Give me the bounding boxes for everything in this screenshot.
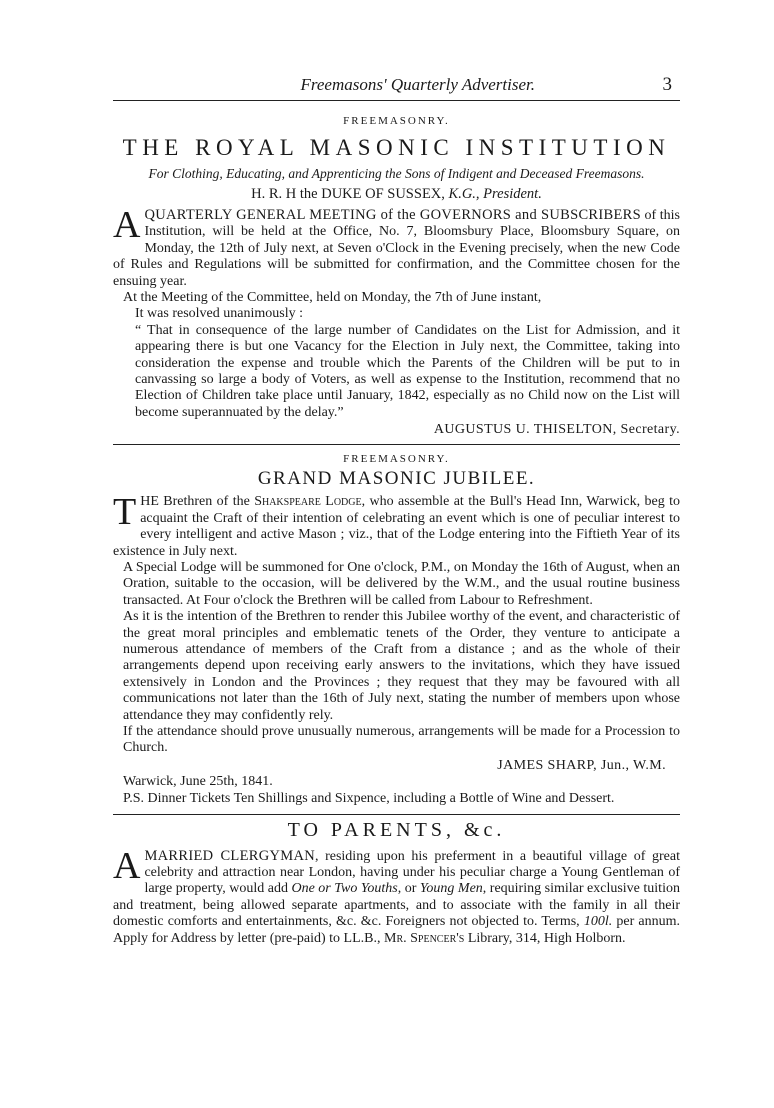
paragraph-text: Library, 314, High Holborn.: [464, 930, 626, 946]
meeting-paragraph: [113, 204, 680, 290]
to-parents-notice: [113, 819, 680, 947]
section-title: GRAND MASONIC JUBILEE.: [257, 468, 536, 490]
library-name: Mr. Spencer's: [384, 930, 465, 946]
drop-cap: T: [113, 491, 137, 534]
president-line: [113, 186, 680, 203]
newspaper-page: [113, 74, 680, 947]
place-date: Warwick, June 25th, 1841.: [123, 773, 273, 789]
section-kicker: FREEMASONRY.: [343, 115, 450, 127]
jubilee-paragraph-1: [113, 491, 680, 560]
wm-signature: JAMES SHARP, Jun., W.M.: [497, 757, 666, 773]
italic-text: One or Two Youths: [291, 881, 398, 897]
paragraph-text: , or: [397, 881, 420, 897]
page-number: 3: [662, 74, 672, 95]
postscript: P.S. Dinner Tickets Ten Shillings and Sixpence, including a Bottle of Wine and Dessert.: [123, 791, 615, 807]
italic-text: Young Men: [419, 881, 483, 897]
lodge-name: Shakspeare Lodge: [254, 494, 362, 510]
section-divider: [113, 814, 680, 815]
paragraph-text: per annum. Apply for Address by letter (pre-paid) to LL.B.,: [113, 914, 681, 946]
grand-masonic-jubilee-notice: [113, 453, 680, 807]
paragraph-text: HE Brethren of the: [140, 494, 255, 510]
resolution-quote: “ That in consequence of the large number of Candidates on the List for Admission, and it appearing there is but one Vacancy for the Election in July next, the Committee, taking into consideration the expense and trouble which the Parents of the Children will be put to in canvassing so large a body of Voters, as well as expense to the Institution, recommend that no Election of Children take place until January, 1842, especially as no Child now on the List will become superannuated by the delay.”: [135, 322, 680, 420]
lead-caps: QUARTERLY GENERAL MEETING of the GOVERNORS and SUBSCRIBERS: [144, 207, 641, 223]
running-title: Freemasons' Quarterly Advertiser.: [300, 75, 536, 94]
president-name: H. R. H the DUKE OF SUSSEX,: [251, 186, 449, 202]
terms-amount: 100l.: [583, 914, 613, 930]
committee-paragraph: At the Meeting of the Committee, held on Monday, the 7th of June instant,: [123, 290, 542, 306]
lead-caps: MARRIED CLERGYMAN: [144, 847, 315, 864]
president-role: K.G., President.: [448, 186, 542, 202]
secretary-signature: AUGUSTUS U. THISELTON, Secretary.: [433, 422, 680, 438]
section-title: TO PARENTS, &c.: [287, 818, 506, 841]
resolved-paragraph: It was resolved unanimously :: [135, 306, 303, 322]
royal-masonic-institution-notice: [113, 115, 680, 438]
drop-cap: A: [113, 844, 141, 887]
paragraph-text: , requiring similar exclusive tuition and treatment, being allowed separate apartments, and to associate with the family in all their domestic comforts and entertainments, &c. &c. Foreigners not objected to. Terms,: [113, 881, 680, 930]
section-divider: [113, 444, 680, 445]
drop-cap: A: [113, 204, 141, 246]
paragraph-text: of this Institution, will be held at the Office, No. 7, Bloomsbury Place, Bloomsbury Square, on Monday, the 12th of July next, at Seven o'Clock in the Evening precisely, when the new Code of Rules and Regulations will be submitted for confirmation, and the Committee chosen for the ensuing year.: [113, 208, 680, 289]
section-subtitle: For Clothing, Educating, and Apprenticing the Sons of Indigent and Deceased Freemasons.: [148, 166, 645, 181]
clergyman-paragraph: [113, 844, 681, 947]
jubilee-paragraph-2: A Special Lodge will be summoned for One o'clock, P.M., on Monday the 16th of August, when an Oration, suitable to the occasion, will be delivered by the W.M., and the usual routine business transacted. At Four o'clock the Brethren will be called from Labour to Refreshment.: [123, 559, 680, 608]
running-header: [113, 74, 680, 101]
section-kicker: FREEMASONRY.: [343, 453, 450, 466]
paragraph-text: , who assemble at the Bull's Head Inn, Warwick, beg to acquaint the Craft of their intention of celebrating an event which is one of peculiar interest to every intelligent and active Mason ; viz., that of the Lodge entering into the Fiftieth Year of its existence in July next.: [113, 494, 680, 559]
paragraph-text: , residing upon his preferment in a beautiful village of great celebrity and attraction near London, having under his peculiar charge a Young Gentleman of large property, would add: [144, 848, 680, 897]
jubilee-paragraph-3: As it is the intention of the Brethren to render this Jubilee worthy of the event, and characteristic of the great moral principles and emblematic tenets of the Order, they venture to anticipate a numerous attendance of members of the Craft from a distance ; and as the whole of their arrangements depend upon receiving early answers to the invitations, which they have issued extensively in London and the Provinces ; they request that they may be favoured with all communications not later than the 16th of July next, stating the number of members upon whose attendance they may confidently rely.: [123, 609, 680, 723]
jubilee-paragraph-4: If the attendance should prove unusually numerous, arrangements will be made for a Procession to Church.: [123, 723, 680, 756]
section-title: THE ROYAL MASONIC INSTITUTION: [122, 135, 671, 160]
